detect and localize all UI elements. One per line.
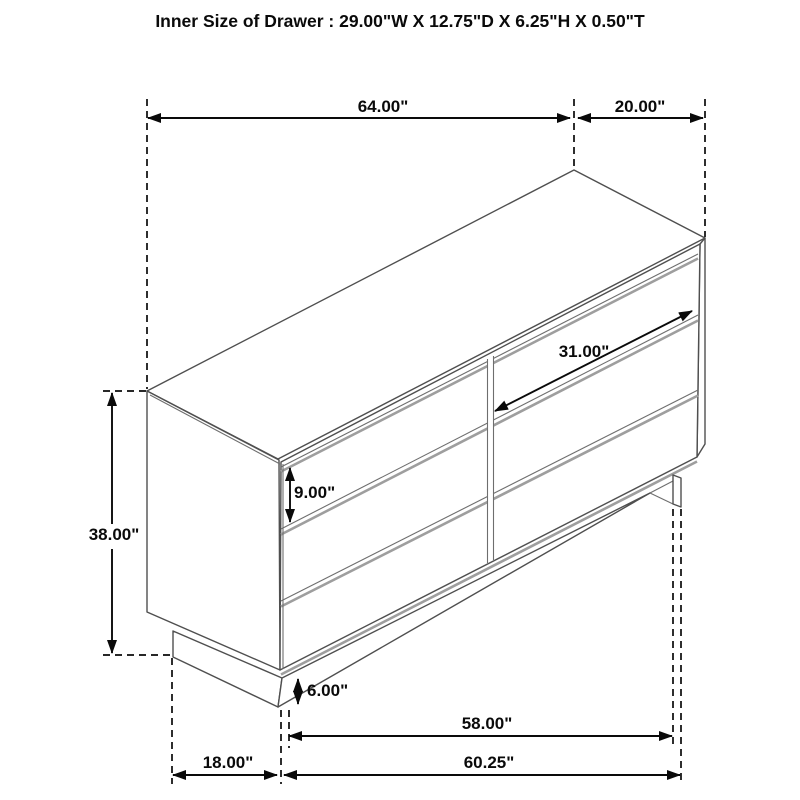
leg-gusset-bottom-line [650,493,673,504]
dim-label-drawer-width: 31.00" [558,342,610,361]
dim-label-front-width: 58.00" [461,714,513,733]
front-right-leg [673,475,681,507]
dim-label-top-width: 64.00" [357,97,409,116]
dim-label-side-depth: 18.00" [202,753,254,772]
diagram-title: Inner Size of Drawer : 29.00"W X 12.75"D X 6.25"H X 0.50"T [155,11,645,31]
dim-label-drawer-height: 9.00" [294,483,336,502]
drawer-divider [488,356,494,563]
dim-label-top-depth: 20.00" [614,97,666,116]
dresser-drawing [147,170,705,707]
dim-label-base-height: 6.00" [307,681,349,700]
dim-label-overall-width: 60.25" [463,753,515,772]
dim-label-overall-height: 38.00" [88,525,140,544]
